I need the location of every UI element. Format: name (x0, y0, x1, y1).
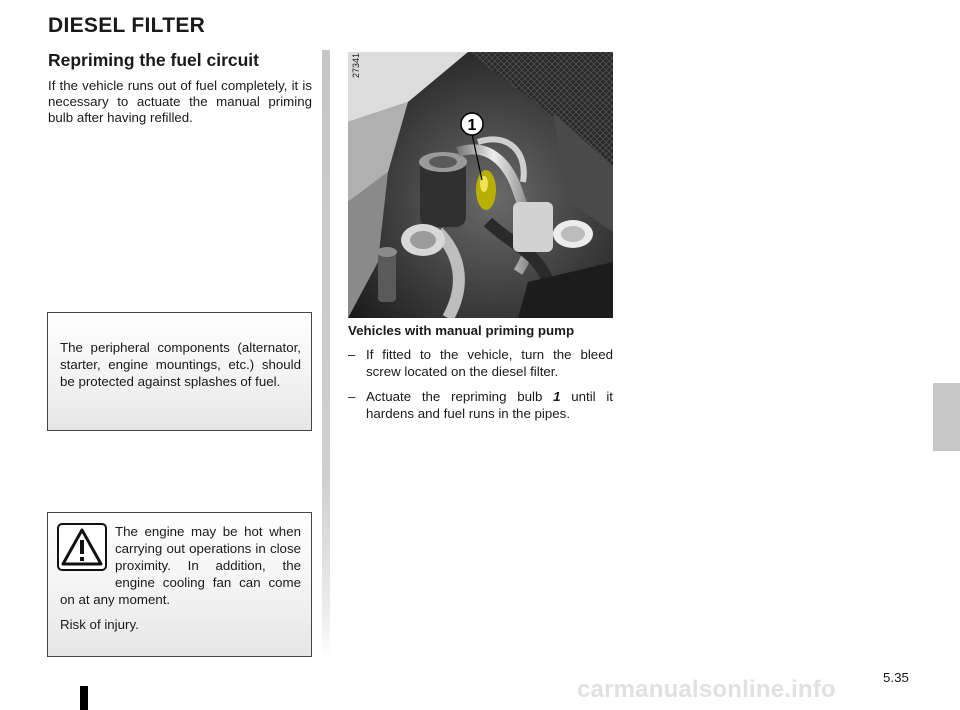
note-text: The peripheral components (alternator, starter, engine mountings, etc.) should be protected against splashes of fuel. (60, 340, 301, 389)
list-dash: – (348, 389, 356, 404)
list-dash: – (348, 347, 356, 362)
step-text-post: until it hardens and fuel runs in the pipes. (366, 389, 613, 421)
corner-mark (80, 686, 88, 710)
callout-number: 1 (467, 117, 477, 134)
intro-paragraph: If the vehicle runs out of fuel completely, it is necessary to actuate the manual priming bulb after having refilled. (48, 78, 312, 125)
section-heading: Repriming the fuel circuit (48, 50, 259, 70)
warning-triangle-icon (57, 523, 107, 571)
warning-text: The engine may be hot when carrying out operations in close proximity. In addition, the engine cooling fan can come on at any moment. (60, 524, 301, 607)
step-reference: 1 (553, 389, 561, 404)
warning-risk: Risk of injury. (60, 617, 139, 632)
chapter-tab (933, 383, 960, 451)
figure-reference: 27341 (351, 52, 361, 78)
instructions-list (348, 346, 613, 430)
page-title: DIESEL FILTER (48, 14, 206, 37)
list-item (348, 388, 613, 422)
engine-photo (348, 52, 613, 318)
watermark: carmanualsonline.info (577, 676, 836, 703)
instructions-heading: Vehicles with manual priming pump (348, 323, 575, 338)
page-number: 5.35 (883, 670, 909, 685)
warning-box (47, 512, 312, 657)
step-text-pre: Actuate the repriming bulb (366, 389, 554, 404)
column-divider (322, 50, 330, 660)
list-item (348, 346, 613, 380)
note-box (47, 312, 312, 431)
step-text: If fitted to the vehicle, turn the bleed screw located on the diesel filter. (366, 347, 613, 379)
